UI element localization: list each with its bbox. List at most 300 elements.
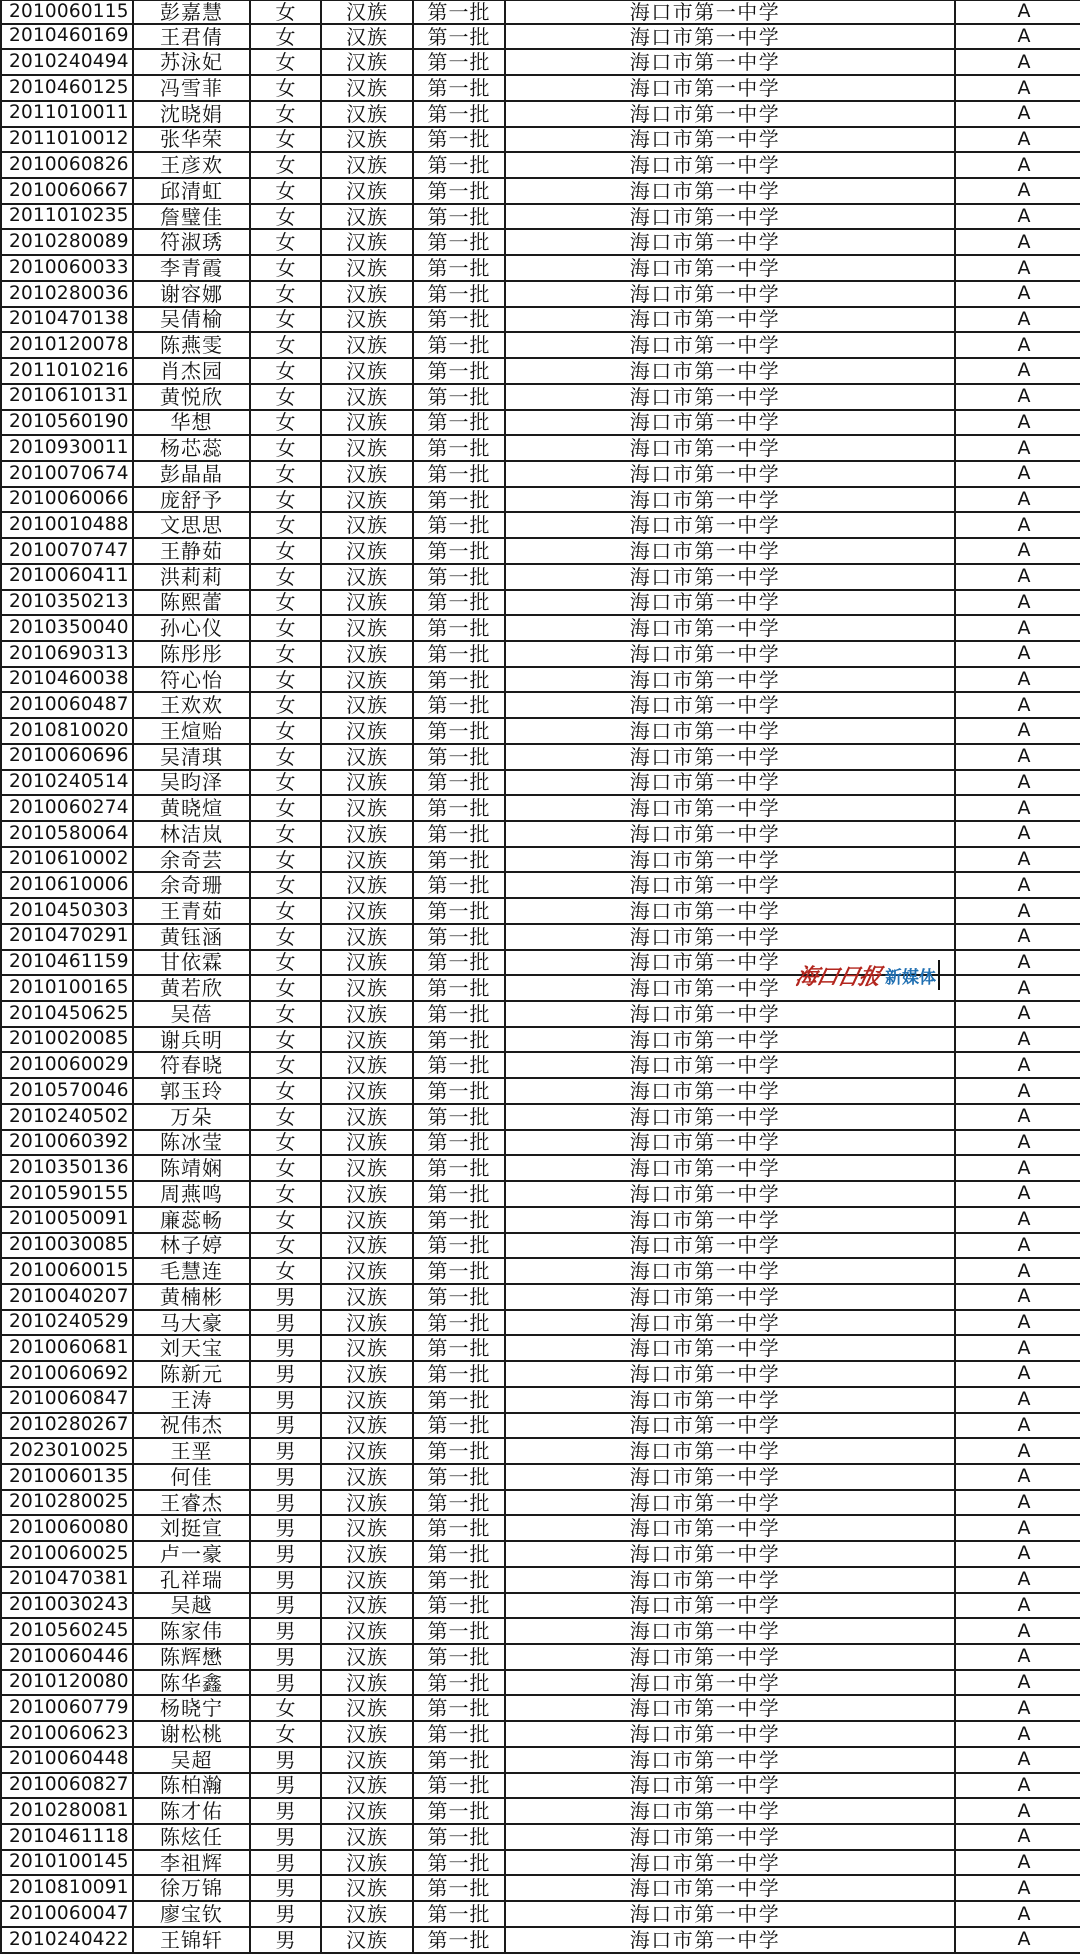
batch-cell: 第一批 [414, 282, 506, 306]
ethnicity-cell: 汉族 [322, 385, 414, 409]
grade-cell: A [1017, 179, 1031, 202]
ethnicity-cell: 汉族 [322, 1645, 414, 1669]
student-id-cell: 2010060392 [0, 1131, 134, 1155]
student-id-cell: 2010100165 [0, 976, 134, 1000]
student-id-cell: 2010450625 [0, 1002, 134, 1026]
batch-cell: 第一批 [414, 102, 506, 126]
batch-cell: 第一批 [414, 411, 506, 435]
student-id-cell: 2010280089 [0, 230, 134, 254]
batch-cell: 第一批 [414, 1594, 506, 1618]
name-cell: 王煊贻 [134, 719, 251, 743]
ethnicity-cell: 汉族 [322, 1285, 414, 1309]
student-id-cell: 2010350213 [0, 591, 134, 615]
ethnicity-cell: 汉族 [322, 359, 414, 383]
school-cell: 海口市第一中学 [506, 230, 956, 254]
name-cell: 何佳 [134, 1465, 251, 1489]
school-cell: 海口市第一中学 [506, 1491, 956, 1515]
batch-cell: 第一批 [414, 1748, 506, 1772]
ethnicity-cell: 汉族 [322, 951, 414, 975]
batch-cell: 第一批 [414, 745, 506, 769]
student-id-cell: 2010030085 [0, 1234, 134, 1258]
gender-cell: 女 [251, 616, 322, 640]
school-cell: 海口市第一中学 [506, 128, 956, 152]
table-row [0, 1594, 1080, 1620]
school-cell: 海口市第一中学 [506, 1285, 956, 1309]
school-cell: 海口市第一中学 [506, 1902, 956, 1926]
school-cell: 海口市第一中学 [506, 385, 956, 409]
grade-cell: A [1017, 1902, 1031, 1925]
school-cell: 海口市第一中学 [506, 1516, 956, 1540]
ethnicity-cell: 汉族 [322, 230, 414, 254]
ethnicity-cell: 汉族 [322, 1002, 414, 1026]
grade-cell: A [1017, 976, 1031, 999]
ethnicity-cell: 汉族 [322, 1825, 414, 1849]
school-cell: 海口市第一中学 [506, 976, 956, 1000]
gender-cell: 女 [251, 230, 322, 254]
gender-cell: 女 [251, 1156, 322, 1180]
gender-cell: 女 [251, 385, 322, 409]
student-id-cell: 2010010488 [0, 513, 134, 537]
table-row [0, 1285, 1080, 1311]
gender-cell: 女 [251, 128, 322, 152]
batch-cell: 第一批 [414, 925, 506, 949]
batch-cell: 第一批 [414, 308, 506, 332]
gender-cell: 女 [251, 1722, 322, 1746]
batch-cell: 第一批 [414, 1491, 506, 1515]
gender-cell: 女 [251, 848, 322, 872]
table-row [0, 1928, 1080, 1954]
grade-cell: A [1017, 1079, 1031, 1102]
school-cell: 海口市第一中学 [506, 1696, 956, 1720]
school-cell: 海口市第一中学 [506, 282, 956, 306]
batch-cell: 第一批 [414, 1825, 506, 1849]
batch-cell: 第一批 [414, 1182, 506, 1206]
table-row [0, 462, 1080, 488]
student-id-cell: 2010240494 [0, 50, 134, 74]
gender-cell: 男 [251, 1465, 322, 1489]
table-row [0, 822, 1080, 848]
name-cell: 甘依霖 [134, 951, 251, 975]
table-row [0, 1182, 1080, 1208]
student-id-cell: 2010930011 [0, 436, 134, 460]
table-row [0, 1414, 1080, 1440]
gender-cell: 女 [251, 719, 322, 743]
student-id-cell: 2010470291 [0, 925, 134, 949]
table-row [0, 102, 1080, 128]
name-cell: 冯雪菲 [134, 76, 251, 100]
student-id-cell: 2010240502 [0, 1105, 134, 1129]
grade-cell: A [1017, 307, 1031, 330]
grade-cell: A [1017, 925, 1031, 948]
table-row [0, 513, 1080, 539]
name-cell: 彭嘉慧 [134, 1, 251, 23]
name-cell: 郭玉玲 [134, 1079, 251, 1103]
table-row [0, 436, 1080, 462]
ethnicity-cell: 汉族 [322, 1516, 414, 1540]
ethnicity-cell: 汉族 [322, 1311, 414, 1335]
ethnicity-cell: 汉族 [322, 1465, 414, 1489]
student-id-cell: 2010060446 [0, 1645, 134, 1669]
school-cell: 海口市第一中学 [506, 1208, 956, 1232]
gender-cell: 男 [251, 1491, 322, 1515]
gender-cell: 男 [251, 1748, 322, 1772]
school-cell: 海口市第一中学 [506, 668, 956, 692]
student-id-cell: 2023010025 [0, 1439, 134, 1463]
batch-cell: 第一批 [414, 1234, 506, 1258]
ethnicity-cell: 汉族 [322, 1439, 414, 1463]
name-cell: 马大豪 [134, 1311, 251, 1335]
grade-cell: A [1017, 1311, 1031, 1334]
table-row [0, 128, 1080, 154]
student-id-cell: 2010070674 [0, 462, 134, 486]
grade-cell: A [1017, 1851, 1031, 1874]
grade-cell: A [1017, 1542, 1031, 1565]
student-id-cell: 2010120080 [0, 1671, 134, 1695]
name-cell: 万朵 [134, 1105, 251, 1129]
name-cell: 彭晶晶 [134, 462, 251, 486]
batch-cell: 第一批 [414, 1774, 506, 1798]
batch-cell: 第一批 [414, 1028, 506, 1052]
batch-cell: 第一批 [414, 1516, 506, 1540]
ethnicity-cell: 汉族 [322, 1105, 414, 1129]
ethnicity-cell: 汉族 [322, 128, 414, 152]
school-cell: 海口市第一中学 [506, 1851, 956, 1875]
name-cell: 沈晓娟 [134, 102, 251, 126]
batch-cell: 第一批 [414, 951, 506, 975]
student-id-cell: 2010060692 [0, 1362, 134, 1386]
batch-cell: 第一批 [414, 873, 506, 897]
ethnicity-cell: 汉族 [322, 1748, 414, 1772]
school-cell: 海口市第一中学 [506, 1825, 956, 1849]
gender-cell: 女 [251, 693, 322, 717]
grade-cell: A [1017, 848, 1031, 871]
student-id-cell: 2010060029 [0, 1053, 134, 1077]
name-cell: 陈冰莹 [134, 1131, 251, 1155]
name-cell: 吴超 [134, 1748, 251, 1772]
student-id-cell: 2010240529 [0, 1311, 134, 1335]
gender-cell: 女 [251, 642, 322, 666]
gender-cell: 女 [251, 745, 322, 769]
name-cell: 陈靖娴 [134, 1156, 251, 1180]
gender-cell: 女 [251, 1259, 322, 1283]
gender-cell: 女 [251, 359, 322, 383]
ethnicity-cell: 汉族 [322, 179, 414, 203]
ethnicity-cell: 汉族 [322, 745, 414, 769]
grade-cell: A [1017, 282, 1031, 305]
gender-cell: 男 [251, 1645, 322, 1669]
grade-cell: A [1017, 565, 1031, 588]
watermark [792, 958, 940, 992]
grade-cell: A [1017, 1491, 1031, 1514]
name-cell: 王涛 [134, 1388, 251, 1412]
table-row [0, 1516, 1080, 1542]
table-row [0, 1028, 1080, 1054]
batch-cell: 第一批 [414, 539, 506, 563]
school-cell: 海口市第一中学 [506, 951, 956, 975]
ethnicity-cell: 汉族 [322, 308, 414, 332]
batch-cell: 第一批 [414, 1105, 506, 1129]
school-cell: 海口市第一中学 [506, 616, 956, 640]
name-cell: 黄楠彬 [134, 1285, 251, 1309]
ethnicity-cell: 汉族 [322, 848, 414, 872]
grade-cell: A [1017, 1825, 1031, 1848]
name-cell: 杨晓宁 [134, 1696, 251, 1720]
student-id-cell: 2010120078 [0, 333, 134, 357]
batch-cell: 第一批 [414, 1079, 506, 1103]
school-cell: 海口市第一中学 [506, 153, 956, 177]
school-cell: 海口市第一中学 [506, 771, 956, 795]
gender-cell: 女 [251, 668, 322, 692]
grade-cell: A [1017, 76, 1031, 99]
gender-cell: 女 [251, 1182, 322, 1206]
gender-cell: 男 [251, 1285, 322, 1309]
ethnicity-cell: 汉族 [322, 1259, 414, 1283]
table-row [0, 1799, 1080, 1825]
haikou-daily-logo: 海口日报 [792, 963, 883, 990]
table-row [0, 796, 1080, 822]
batch-cell: 第一批 [414, 359, 506, 383]
student-id-cell: 2010280267 [0, 1414, 134, 1438]
grade-cell: A [1017, 950, 1031, 973]
grade-cell: A [1017, 462, 1031, 485]
batch-cell: 第一批 [414, 1568, 506, 1592]
grade-cell: A [1017, 1722, 1031, 1745]
name-cell: 祝伟杰 [134, 1414, 251, 1438]
name-cell: 陈燕雯 [134, 333, 251, 357]
grade-cell: A [1017, 333, 1031, 356]
table-row [0, 925, 1080, 951]
school-cell: 海口市第一中学 [506, 308, 956, 332]
batch-cell: 第一批 [414, 565, 506, 589]
ethnicity-cell: 汉族 [322, 642, 414, 666]
gender-cell: 女 [251, 308, 322, 332]
table-row [0, 1259, 1080, 1285]
student-id-cell: 2010460038 [0, 668, 134, 692]
table-row [0, 1568, 1080, 1594]
grade-cell: A [1017, 1465, 1031, 1488]
ethnicity-cell: 汉族 [322, 1696, 414, 1720]
batch-cell: 第一批 [414, 513, 506, 537]
student-id-cell: 2010040207 [0, 1285, 134, 1309]
grade-cell: A [1017, 1028, 1031, 1051]
ethnicity-cell: 汉族 [322, 1928, 414, 1952]
student-id-cell: 2010060681 [0, 1336, 134, 1360]
ethnicity-cell: 汉族 [322, 1568, 414, 1592]
name-cell: 詹璧佳 [134, 205, 251, 229]
school-cell: 海口市第一中学 [506, 25, 956, 49]
table-row [0, 76, 1080, 102]
table-row [0, 411, 1080, 437]
table-row [0, 591, 1080, 617]
school-cell: 海口市第一中学 [506, 436, 956, 460]
gender-cell: 女 [251, 796, 322, 820]
ethnicity-cell: 汉族 [322, 899, 414, 923]
batch-cell: 第一批 [414, 668, 506, 692]
gender-cell: 男 [251, 1336, 322, 1360]
gender-cell: 女 [251, 462, 322, 486]
name-cell: 苏泳妃 [134, 50, 251, 74]
grade-cell: A [1017, 616, 1031, 639]
table-row [0, 539, 1080, 565]
batch-cell: 第一批 [414, 1851, 506, 1875]
name-cell: 黄钰涵 [134, 925, 251, 949]
school-cell: 海口市第一中学 [506, 1876, 956, 1900]
gender-cell: 女 [251, 25, 322, 49]
name-cell: 黄若欣 [134, 976, 251, 1000]
ethnicity-cell: 汉族 [322, 1594, 414, 1618]
table-row [0, 1311, 1080, 1337]
table-row [0, 256, 1080, 282]
student-id-cell: 2010280025 [0, 1491, 134, 1515]
gender-cell: 女 [251, 411, 322, 435]
gender-cell: 男 [251, 1542, 322, 1566]
school-cell: 海口市第一中学 [506, 719, 956, 743]
ethnicity-cell: 汉族 [322, 591, 414, 615]
batch-cell: 第一批 [414, 976, 506, 1000]
school-cell: 海口市第一中学 [506, 1131, 956, 1155]
ethnicity-cell: 汉族 [322, 102, 414, 126]
table-row [0, 1748, 1080, 1774]
table-row [0, 1671, 1080, 1697]
student-id-cell: 2010060448 [0, 1748, 134, 1772]
student-id-cell: 2011010235 [0, 205, 134, 229]
batch-cell: 第一批 [414, 1414, 506, 1438]
grade-cell: A [1017, 1336, 1031, 1359]
name-cell: 陈柏瀚 [134, 1774, 251, 1798]
student-id-cell: 2010070747 [0, 539, 134, 563]
school-cell: 海口市第一中学 [506, 1568, 956, 1592]
ethnicity-cell: 汉族 [322, 205, 414, 229]
batch-cell: 第一批 [414, 1259, 506, 1283]
gender-cell: 女 [251, 565, 322, 589]
ethnicity-cell: 汉族 [322, 25, 414, 49]
name-cell: 符心怡 [134, 668, 251, 692]
batch-cell: 第一批 [414, 771, 506, 795]
batch-cell: 第一批 [414, 1671, 506, 1695]
table-row [0, 1053, 1080, 1079]
table-row [0, 1851, 1080, 1877]
gender-cell: 女 [251, 1028, 322, 1052]
ethnicity-cell: 汉族 [322, 513, 414, 537]
student-id-cell: 2010280081 [0, 1799, 134, 1823]
gender-cell: 男 [251, 1568, 322, 1592]
student-id-cell: 2010060847 [0, 1388, 134, 1412]
school-cell: 海口市第一中学 [506, 1799, 956, 1823]
school-cell: 海口市第一中学 [506, 591, 956, 615]
name-cell: 黄晓煊 [134, 796, 251, 820]
gender-cell: 女 [251, 256, 322, 280]
name-cell: 周燕鸣 [134, 1182, 251, 1206]
ethnicity-cell: 汉族 [322, 668, 414, 692]
table-row [0, 205, 1080, 231]
ethnicity-cell: 汉族 [322, 1028, 414, 1052]
ethnicity-cell: 汉族 [322, 796, 414, 820]
name-cell: 卢一豪 [134, 1542, 251, 1566]
gender-cell: 男 [251, 1851, 322, 1875]
table-row [0, 1208, 1080, 1234]
ethnicity-cell: 汉族 [322, 1053, 414, 1077]
grade-cell: A [1017, 668, 1031, 691]
batch-cell: 第一批 [414, 50, 506, 74]
ethnicity-cell: 汉族 [322, 1182, 414, 1206]
batch-cell: 第一批 [414, 1285, 506, 1309]
student-id-cell: 2010030243 [0, 1594, 134, 1618]
student-id-cell: 2010060033 [0, 256, 134, 280]
ethnicity-cell: 汉族 [322, 1902, 414, 1926]
name-cell: 廖宝钦 [134, 1902, 251, 1926]
student-id-cell: 2010450303 [0, 899, 134, 923]
batch-cell: 第一批 [414, 1902, 506, 1926]
student-id-cell: 2010060015 [0, 1259, 134, 1283]
school-cell: 海口市第一中学 [506, 1645, 956, 1669]
student-id-cell: 2010470381 [0, 1568, 134, 1592]
school-cell: 海口市第一中学 [506, 205, 956, 229]
grade-cell: A [1017, 1182, 1031, 1205]
batch-cell: 第一批 [414, 1928, 506, 1952]
grade-cell: A [1017, 770, 1031, 793]
school-cell: 海口市第一中学 [506, 899, 956, 923]
student-id-cell: 2010470138 [0, 308, 134, 332]
name-cell: 林子婷 [134, 1234, 251, 1258]
table-row [0, 1079, 1080, 1105]
name-cell: 庞舒予 [134, 488, 251, 512]
table-row [0, 1465, 1080, 1491]
name-cell: 张华荣 [134, 128, 251, 152]
grade-cell: A [1017, 590, 1031, 613]
student-id-cell: 2010240422 [0, 1928, 134, 1952]
school-cell: 海口市第一中学 [506, 1053, 956, 1077]
ethnicity-cell: 汉族 [322, 333, 414, 357]
grade-cell: A [1017, 1, 1031, 23]
table-row [0, 230, 1080, 256]
name-cell: 王君倩 [134, 25, 251, 49]
batch-cell: 第一批 [414, 1311, 506, 1335]
name-cell: 谢兵明 [134, 1028, 251, 1052]
table-row [0, 1439, 1080, 1465]
ethnicity-cell: 汉族 [322, 1491, 414, 1515]
gender-cell: 男 [251, 1516, 322, 1540]
school-cell: 海口市第一中学 [506, 1079, 956, 1103]
school-cell: 海口市第一中学 [506, 1311, 956, 1335]
gender-cell: 男 [251, 1825, 322, 1849]
batch-cell: 第一批 [414, 76, 506, 100]
table-row [0, 488, 1080, 514]
school-cell: 海口市第一中学 [506, 1, 956, 23]
name-cell: 余奇珊 [134, 873, 251, 897]
gender-cell: 男 [251, 1928, 322, 1952]
batch-cell: 第一批 [414, 1, 506, 23]
batch-cell: 第一批 [414, 848, 506, 872]
name-cell: 李青霞 [134, 256, 251, 280]
grade-cell: A [1017, 410, 1031, 433]
batch-cell: 第一批 [414, 179, 506, 203]
table-row [0, 50, 1080, 76]
gender-cell: 女 [251, 976, 322, 1000]
grade-cell: A [1017, 1619, 1031, 1642]
gender-cell: 女 [251, 591, 322, 615]
grade-cell: A [1017, 1799, 1031, 1822]
gender-cell: 男 [251, 1439, 322, 1463]
student-id-cell: 2010461159 [0, 951, 134, 975]
grade-cell: A [1017, 1362, 1031, 1385]
ethnicity-cell: 汉族 [322, 1774, 414, 1798]
ethnicity-cell: 汉族 [322, 256, 414, 280]
grade-cell: A [1017, 899, 1031, 922]
ethnicity-cell: 汉族 [322, 1362, 414, 1386]
student-id-cell: 2010810020 [0, 719, 134, 743]
ethnicity-cell: 汉族 [322, 1851, 414, 1875]
name-cell: 谢容娜 [134, 282, 251, 306]
